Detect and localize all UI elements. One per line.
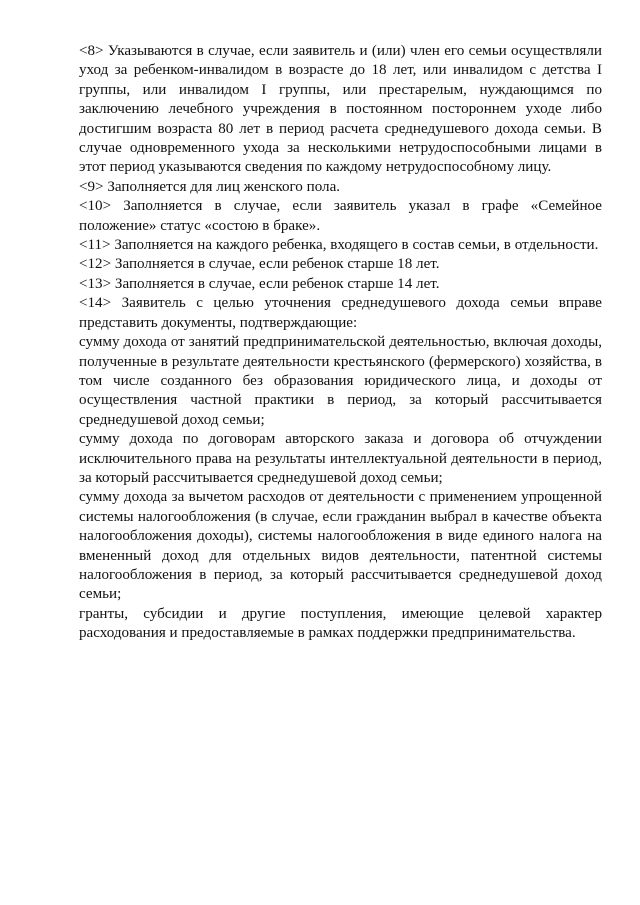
- income-item-entrepreneurship: сумму дохода от занятий предпринимательской деятельностью, включая доходы, полученные в результате деятельности крестьянского (фермерского) хозяйства, в том числе созданного без образования юридического лица, и доходы от осуществления частной практики в период, за который рассчитывается среднедушевой доход семьи;: [79, 334, 602, 428]
- income-item-simplified-taxation: сумму дохода за вычетом расходов от деятельности с применением упрощенной системы налогообложения (в случае, если гражданин выбрал в качестве объекта налогообложения доходы), системы налогообложения в виде единого налога на вмененный доход для отдельных видов деятельности, патентной системы налогообложения в период, за который рассчитывается среднедушевой доход семьи;: [79, 489, 602, 603]
- footnotes-block: [79, 42, 602, 644]
- footnote-14: <14> Заявитель с целью уточнения среднедушевого дохода семьи вправе представить документы, подтверждающие:: [79, 295, 602, 331]
- footnote-8: <8> Указываются в случае, если заявитель и (или) член его семьи осуществляли уход за ребенком-инвалидом в возрасте до 18 лет, или инвалидом с детства I группы, или инвалидом I группы, или престарелым, нуждающимся по заключению лечебного учреждения в постоянном постороннем уходе либо достигшим возраста 80 лет в период расчета среднедушевого дохода семьи. В случае одновременного ухода за несколькими нетрудоспособными лицами в этот период указываются сведения по каждому нетрудоспособному лицу.: [79, 43, 602, 176]
- income-item-grants: гранты, субсидии и другие поступления, имеющие целевой характер расходования и предоставляемые в рамках поддержки предпринимательства.: [79, 605, 602, 642]
- footnote-11: <11> Заполняется на каждого ребенка, входящего в состав семьи, в отдельности.: [79, 237, 599, 254]
- income-item-author-contracts: сумму дохода по договорам авторского заказа и договора об отчуждении исключительного права на результаты интеллектуальной деятельности в период, за который рассчитывается среднедушевой доход семьи;: [79, 431, 602, 486]
- footnote-13: <13> Заполняется в случае, если ребенок старше 14 лет.: [79, 275, 440, 292]
- footnote-10: <10> Заполняется в случае, если заявитель указал в графе «Семейное положение» статус «состою в браке».: [79, 198, 602, 234]
- footnote-9: <9> Заполняется для лиц женского пола.: [79, 178, 341, 195]
- footnote-12: <12> Заполняется в случае, если ребенок старше 18 лет.: [79, 256, 440, 273]
